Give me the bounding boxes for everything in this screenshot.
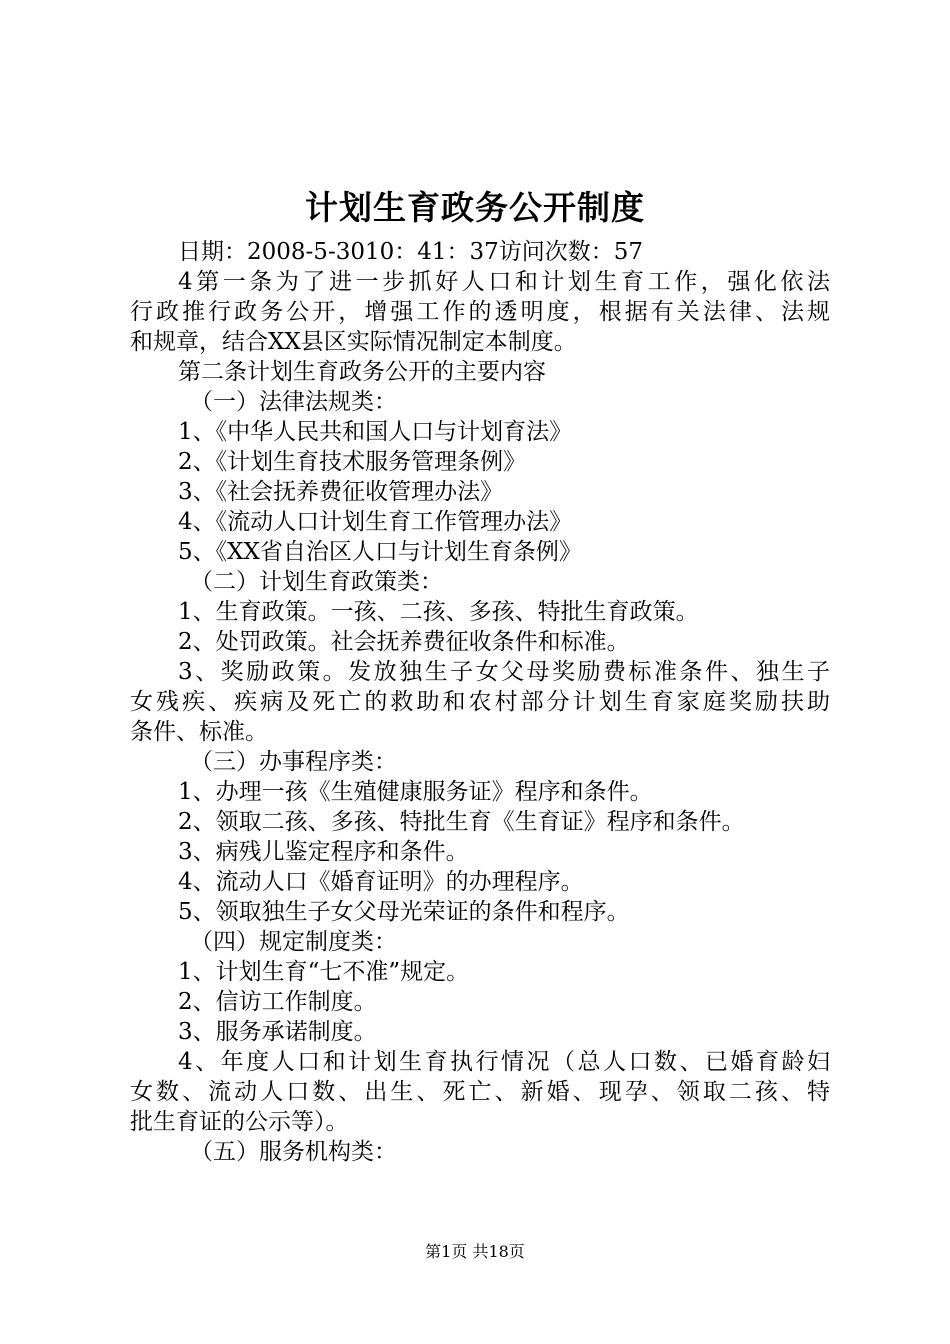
list-item: 4、《流动人口计划生育工作管理办法》 — [178, 509, 573, 535]
list-item: 1、《中华人民共和国人口与计划育法》 — [178, 419, 573, 445]
list-item-continued: 女数、流动人口数、出生、死亡、新婚、现孕、领取二孩、特 — [130, 1079, 830, 1105]
list-item: 2、领取二孩、多孩、特批生育《生育证》程序和条件。 — [178, 809, 745, 835]
list-item: 2、信访工作制度。 — [178, 989, 377, 1015]
list-item-continued: 批生育证的公示等）。 — [130, 1109, 349, 1135]
list-item: 1、计划生育“七不准”规定。 — [178, 959, 470, 985]
paragraph-line: 和规章，结合XX县区实际情况制定本制度。 — [130, 329, 577, 355]
list-item: 3、服务承诺制度。 — [178, 1019, 377, 1045]
list-item: 4、流动人口《婚育证明》的办理程序。 — [178, 869, 584, 895]
list-item: 1、生育政策。一孩、二孩、多孩、特批生育政策。 — [178, 599, 699, 625]
paragraph-line: 4第一条为了进一步抓好人口和计划生育工作，强化依法 — [178, 269, 830, 295]
list-item: 3、病残儿鉴定程序和条件。 — [178, 839, 469, 865]
list-item: 4、年度人口和计划生育执行情况（总人口数、已婚育龄妇 — [178, 1049, 830, 1075]
category-heading: （四）规定制度类： — [190, 929, 397, 955]
category-heading: （五）服务机构类： — [190, 1139, 397, 1165]
date-line: 日期：2008-5-3010：41：37访问次数：57 — [178, 239, 644, 265]
list-item: 3、《社会抚养费征收管理办法》 — [178, 479, 504, 505]
list-item-continued: 条件、标准。 — [130, 719, 268, 745]
list-item-continued: 女残疾、疾病及死亡的救助和农村部分计划生育家庭奖励扶助 — [130, 689, 830, 715]
category-heading: （三）办事程序类： — [190, 749, 397, 775]
list-item: 2、处罚政策。社会抚养费征收条件和标准。 — [178, 629, 630, 655]
section-heading: 第二条计划生育政务公开的主要内容 — [178, 359, 546, 385]
list-item: 5、《XX省自治区人口与计划生育条例》 — [178, 539, 582, 565]
paragraph-line: 行政推行政务公开，增强工作的透明度，根据有关法律、法规 — [130, 299, 830, 325]
list-item: 1、办理一孩《生殖健康服务证》程序和条件。 — [178, 779, 653, 805]
page-number: 第1页 共18页 — [425, 1242, 525, 1261]
list-item: 2、《计划生育技术服务管理条例》 — [178, 449, 527, 475]
document-body — [130, 237, 830, 1167]
category-heading: （一）法律法规类： — [190, 389, 397, 415]
category-heading: （二）计划生育政策类： — [190, 569, 443, 595]
list-item: 3、奖励政策。发放独生子女父母奖励费标准条件、独生子 — [178, 659, 830, 685]
document-title: 计划生育政务公开制度 — [305, 188, 645, 227]
list-item: 5、领取独生子女父母光荣证的条件和程序。 — [178, 899, 630, 925]
